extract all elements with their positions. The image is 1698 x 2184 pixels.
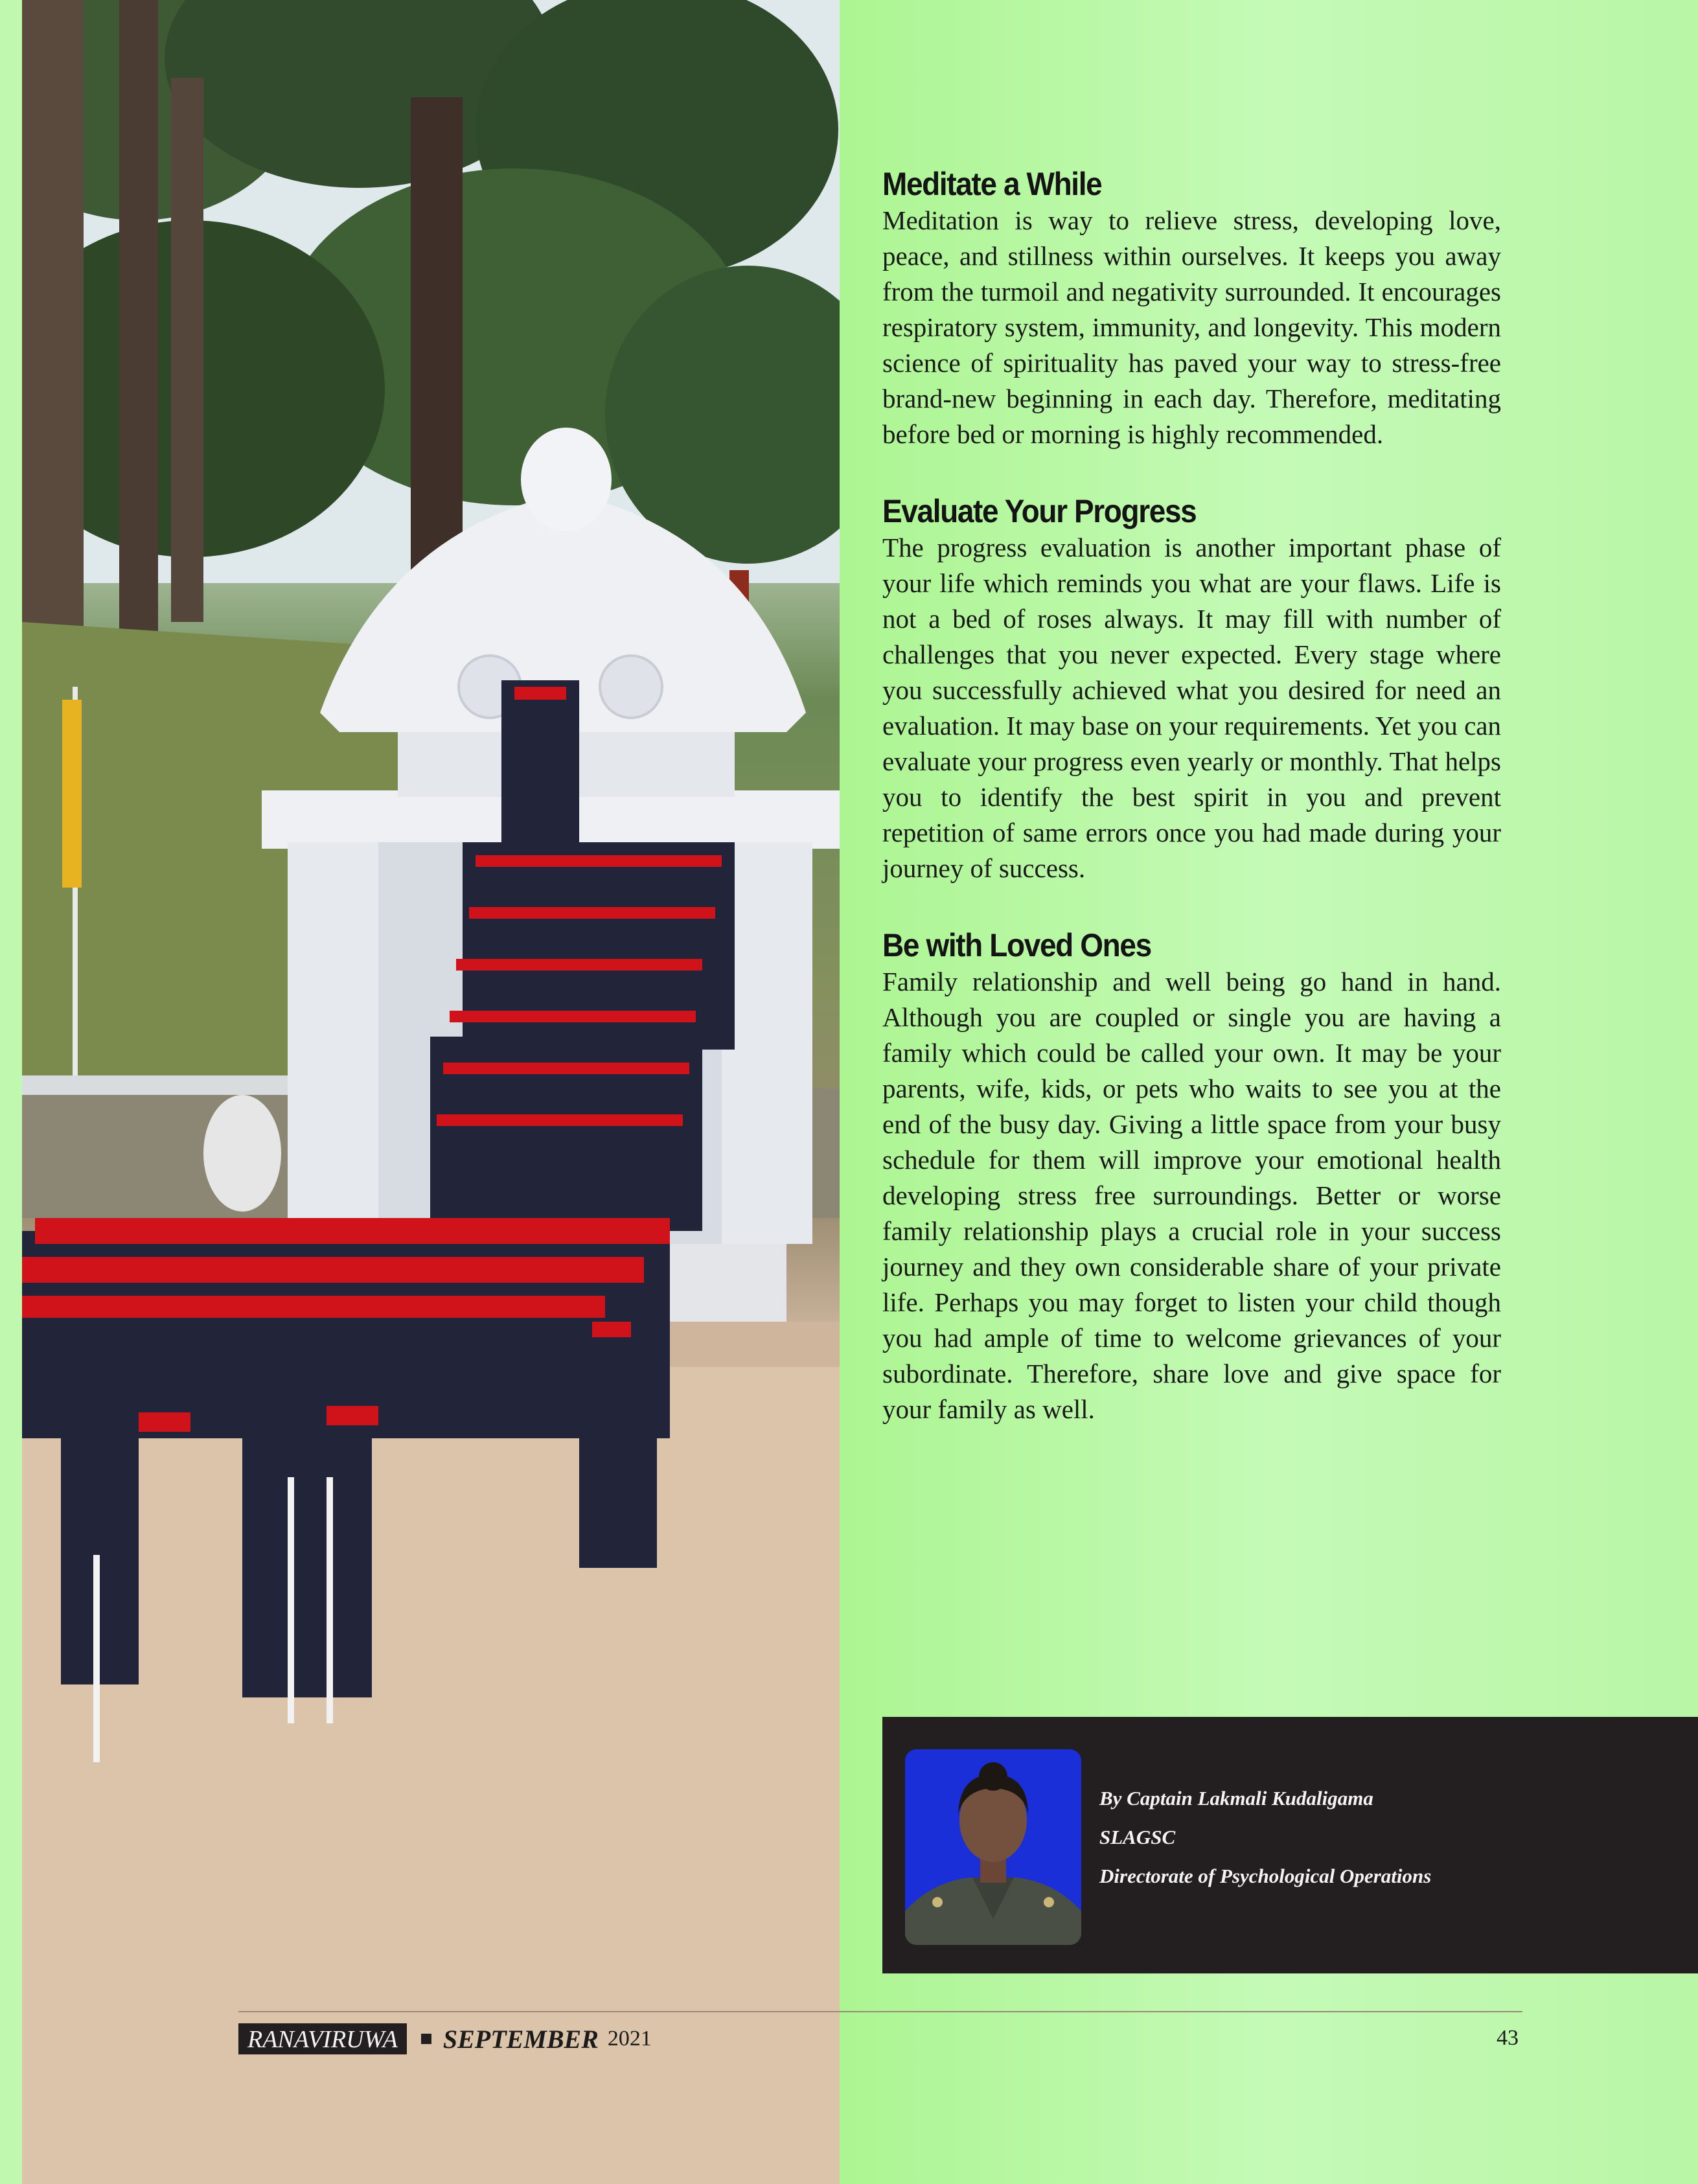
page-margin-strip <box>0 0 22 2184</box>
issue-month: SEPTEMBER <box>442 2024 599 2054</box>
portrait-illustration <box>905 1749 1081 1945</box>
author-byline: By Captain Lakmali Kudaligama <box>1099 1787 1373 1810</box>
section-heading-evaluate: Evaluate Your Progress <box>882 493 1197 529</box>
author-box <box>882 1717 1698 1973</box>
section-body-evaluate: The progress evaluation is another important phase of your life which reminds you what are your flaws. Life is not a bed of roses always. It may fill with number of challenges that you never expected. Every stage where you successfully achieved what you desired for need an evaluation. It may base on your requirements. Yet you can evaluate your progress even yearly or monthly. That helps you to identify the best spirit in you and prevent repetition of same errors once you had made during your journey of success. <box>882 533 1501 883</box>
footer-divider <box>238 2011 1522 2012</box>
author-credits <box>1099 1779 1431 1896</box>
section-heading-meditate: Meditate a While <box>882 166 1102 202</box>
issue-year: 2021 <box>607 2027 652 2051</box>
page-footer <box>238 2023 652 2055</box>
square-bullet-icon <box>421 2034 431 2044</box>
page-number: 43 <box>1497 2026 1519 2050</box>
parade-illustration <box>22 0 840 2184</box>
publication-name: RANAVIRUWA <box>238 2023 407 2054</box>
author-portrait <box>905 1749 1081 1945</box>
parade-photo <box>22 0 840 2184</box>
author-directorate: Directorate of Psychological Operations <box>1099 1865 1432 1887</box>
author-unit: SLAGSC <box>1099 1826 1176 1848</box>
section-heading-loved-ones: Be with Loved Ones <box>882 927 1151 963</box>
article-content <box>882 165 1501 1427</box>
section-body-loved-ones: Family relationship and well being go hand in hand. Although you are coupled or single you are having a family which could be called your own. It may be your parents, wife, kids, or pets who waits to see you at the end of the busy day. Giving a little space from your busy schedule for them will improve your emotional health developing stress free surroundings. Better or worse family relationship plays a crucial role in your success journey and they own considerable share of your private life. Perhaps you may forget to listen your child though you had ample of time to welcome grievances of your subordinate. Therefore, share love and give space for your family as well. <box>882 967 1501 1424</box>
section-body-meditate: Meditation is way to relieve stress, developing love, peace, and stillness within ourselves. It keeps you away from the turmoil and negativity surrounded. It encourages respiratory system, immunity, and longevity. This modern science of spirituality has paved your way to stress-free brand-new beginning in each day. Therefore, meditating before bed or morning is highly recommended. <box>882 205 1501 449</box>
